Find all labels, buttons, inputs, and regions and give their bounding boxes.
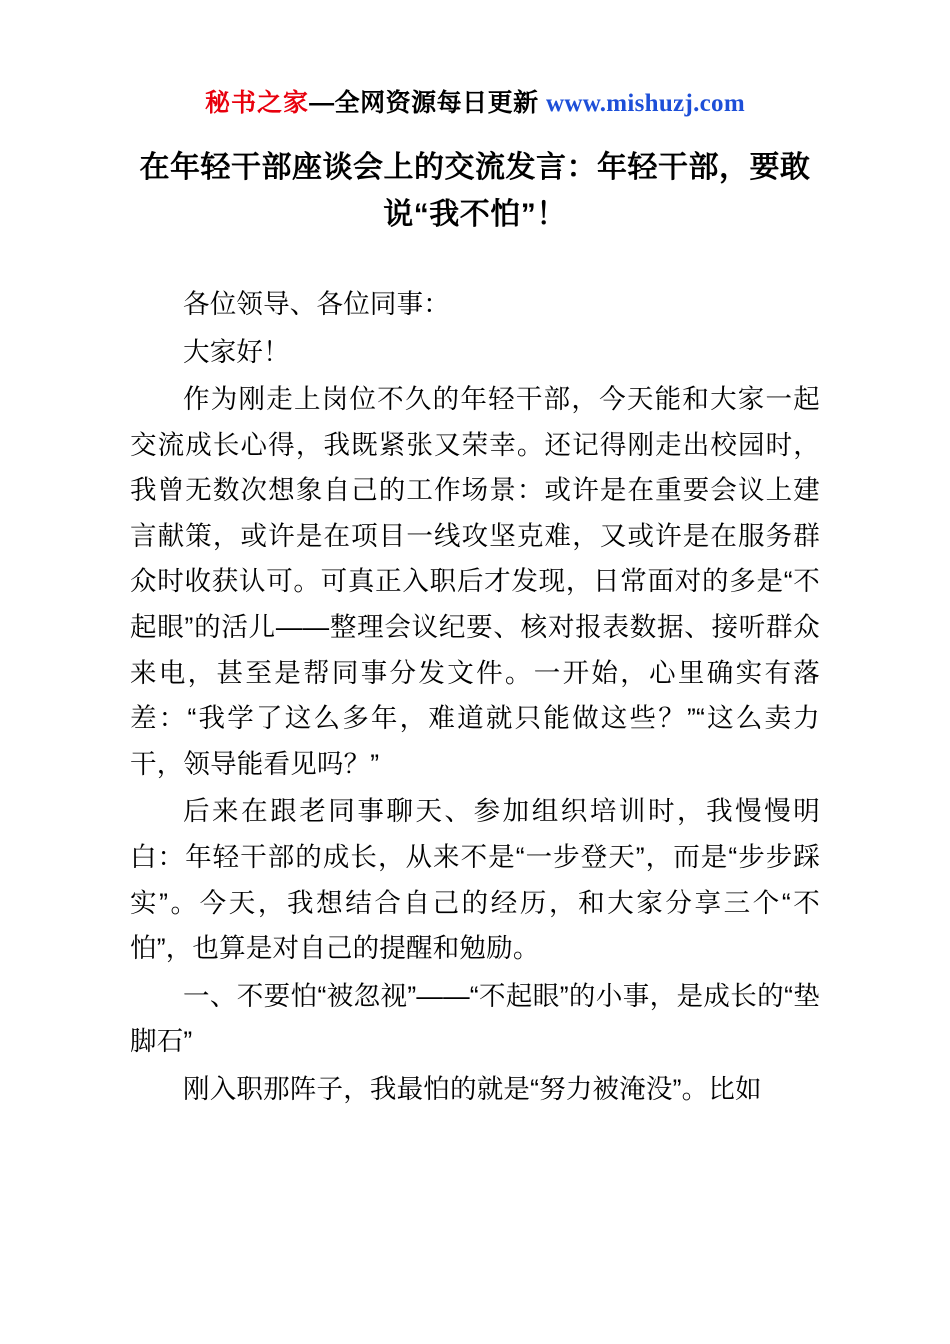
page-title: 在年轻干部座谈会上的交流发言：年轻干部，要敢说“我不怕”！: [139, 151, 811, 231]
paragraph-salutation: 各位领导、各位同事：: [183, 289, 450, 319]
paragraph-section-heading-1: 一、不要怕“被忽视”——“不起眼”的小事，是成长的“垫脚石”: [130, 980, 820, 1057]
site-url[interactable]: www.mishuzj.com: [546, 90, 745, 117]
site-tagline: —全网资源每日更新: [309, 89, 547, 117]
paragraph-body-1: 作为刚走上岗位不久的年轻干部，今天能和大家一起交流成长心得，我既紧张又荣幸。还记得刚走出校园时，我曾无数次想象自己的工作场景：或许是在重要会议上建言献策，或许是在项目一线攻坚克难，又或许是在服务群众时收获认可。可真正入职后才发现，日常面对的多是“不起眼”的活儿——整理会议纪要、核对报表数据、接听群众来电，甚至是帮同事分发文件。一开始，心里确实有落差：“我学了这么多年，难道就只能做这些？”“这么卖力干，领导能看见吗？”: [130, 384, 820, 779]
paragraph-body-2: 后来在跟老同事聊天、参加组织培训时，我慢慢明白：年轻干部的成长，从来不是“一步登天”，而是“步步踩实”。今天，我想结合自己的经历，和大家分享三个“不怕”，也算是对自己的提醒和勉励。: [130, 796, 820, 964]
document-body: [130, 282, 820, 1112]
site-watermark-header: [0, 0, 950, 119]
paragraph-greeting: 大家好！: [183, 336, 290, 367]
site-brand-name: 秘书之家: [205, 89, 310, 117]
paragraph-body-3: 刚入职那阵子，我最怕的就是“努力被淹没”。比如: [183, 1073, 762, 1104]
